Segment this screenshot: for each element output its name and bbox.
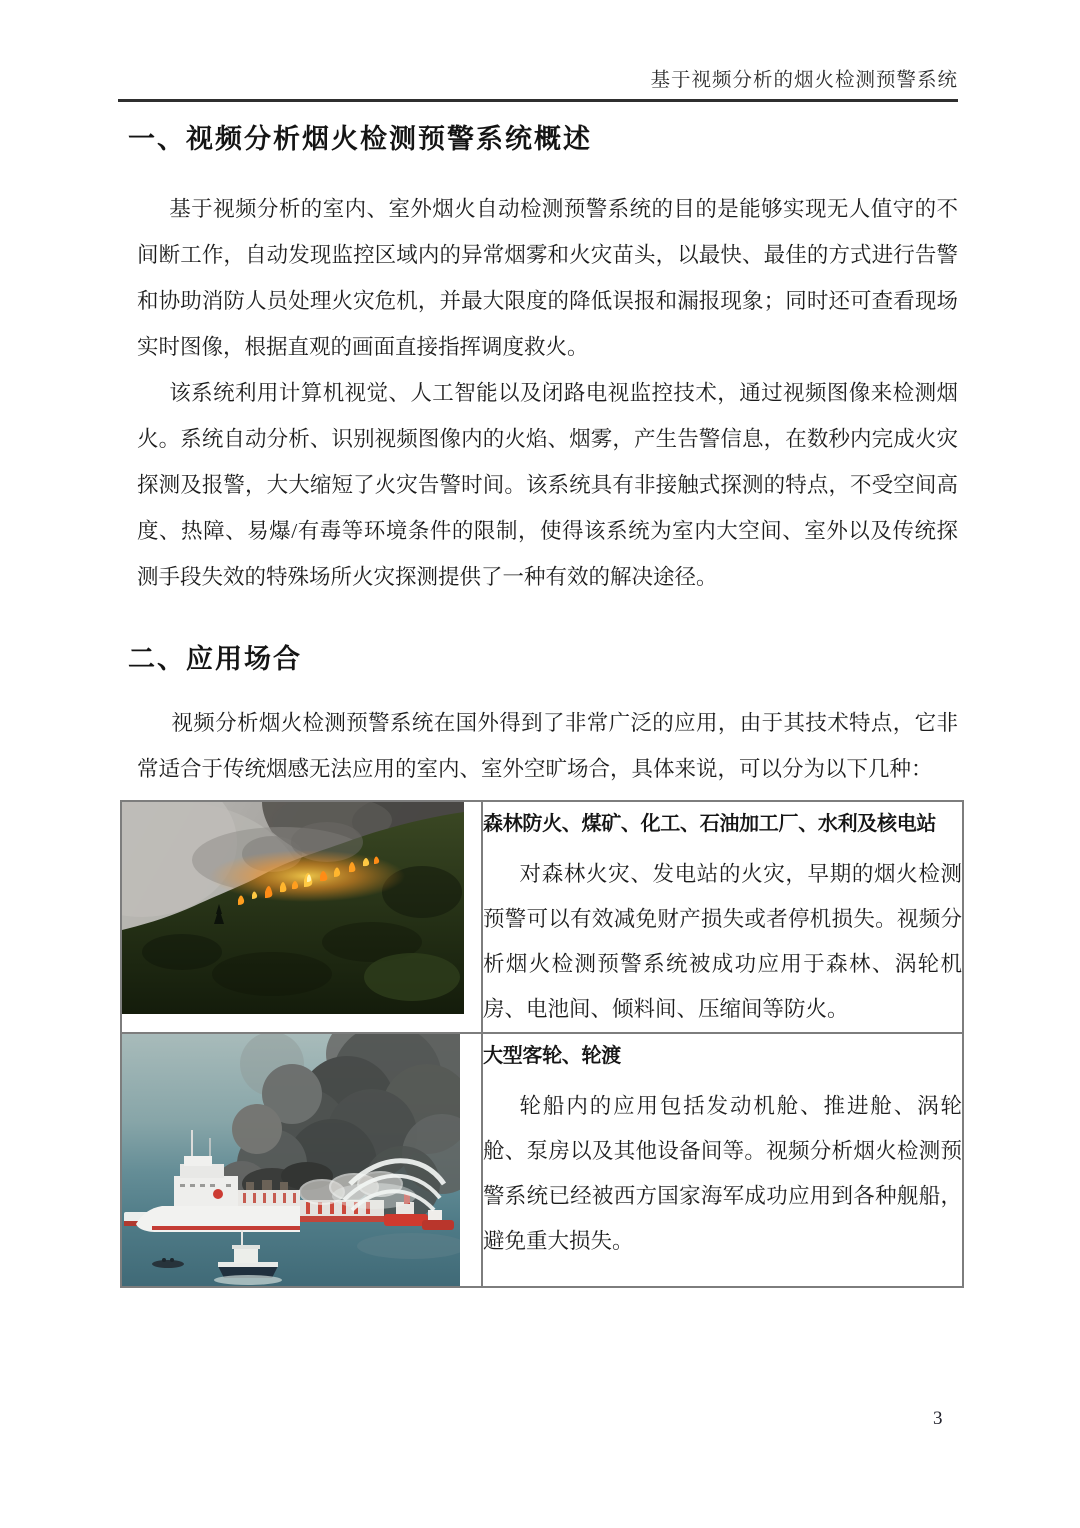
table-row-ship — [121, 1033, 963, 1287]
app-row-title: 大型客轮、轮渡 — [483, 1045, 621, 1067]
running-header — [118, 64, 958, 102]
section2-intro: 视频分析烟火检测预警系统在国外得到了非常广泛的应用，由于其技术特点，它非常适合于传统烟感无法应用的室内、室外空旷场合，具体来说，可以分为以下几种： — [137, 711, 958, 781]
forest-image-cell — [121, 801, 482, 1033]
app-row-title: 森林防火、煤矿、化工、石油加工厂、水利及核电站 — [483, 813, 937, 835]
ship-image-cell — [121, 1033, 482, 1287]
forest-text-cell — [482, 801, 963, 1033]
section2-heading: 二、应用场合 — [128, 644, 302, 674]
app-row-body: 轮船内的应用包括发动机舱、推进舱、涡轮舱、泵房以及其他设备间等。视频分析烟火检测预警系统已经被西方国家海军成功应用到各种舰船，避免重大损失。 — [483, 1094, 962, 1253]
forest-fire-photo — [122, 802, 464, 1014]
ship-fire-photo — [122, 1034, 460, 1286]
applications-table — [120, 800, 964, 1288]
page-number: 3 — [933, 1408, 943, 1429]
section1-heading: 一、视频分析烟火检测预警系统概述 — [128, 124, 592, 154]
app-row-body: 对森林火灾、发电站的火灾，早期的烟火检测预警可以有效减免财产损失或者停机损失。视频分析烟火检测预警系统被成功应用于森林、涡轮机房、电池间、倾料间、压缩间等防火。 — [483, 862, 962, 1021]
table-row-forest — [121, 801, 963, 1033]
section1-paragraph-2: 该系统利用计算机视觉、人工智能以及闭路电视监控技术，通过视频图像来检测烟火。系统自动分析、识别视频图像内的火焰、烟雾，产生告警信息，在数秒内完成火灾探测及报警，大大缩短了火灾告警时间。该系统具有非接触式探测的特点，不受空间高度、热障、易爆/有毒等环境条件的限制，使得该系统为室内大空间、室外以及传统探测手段失效的特殊场所火灾探测提供了一种有效的解决途径。 — [137, 381, 958, 589]
section1-paragraph-1: 基于视频分析的室内、室外烟火自动检测预警系统的目的是能够实现无人值守的不间断工作，自动发现监控区域内的异常烟雾和火灾苗头，以最快、最佳的方式进行告警和协助消防人员处理火灾危机，并最大限度的降低误报和漏报现象；同时还可查看现场实时图像，根据直观的画面直接指挥调度救火。 — [137, 197, 958, 359]
ship-text-cell — [482, 1033, 963, 1287]
running-header-title: 基于视频分析的烟火检测预警系统 — [650, 70, 958, 91]
